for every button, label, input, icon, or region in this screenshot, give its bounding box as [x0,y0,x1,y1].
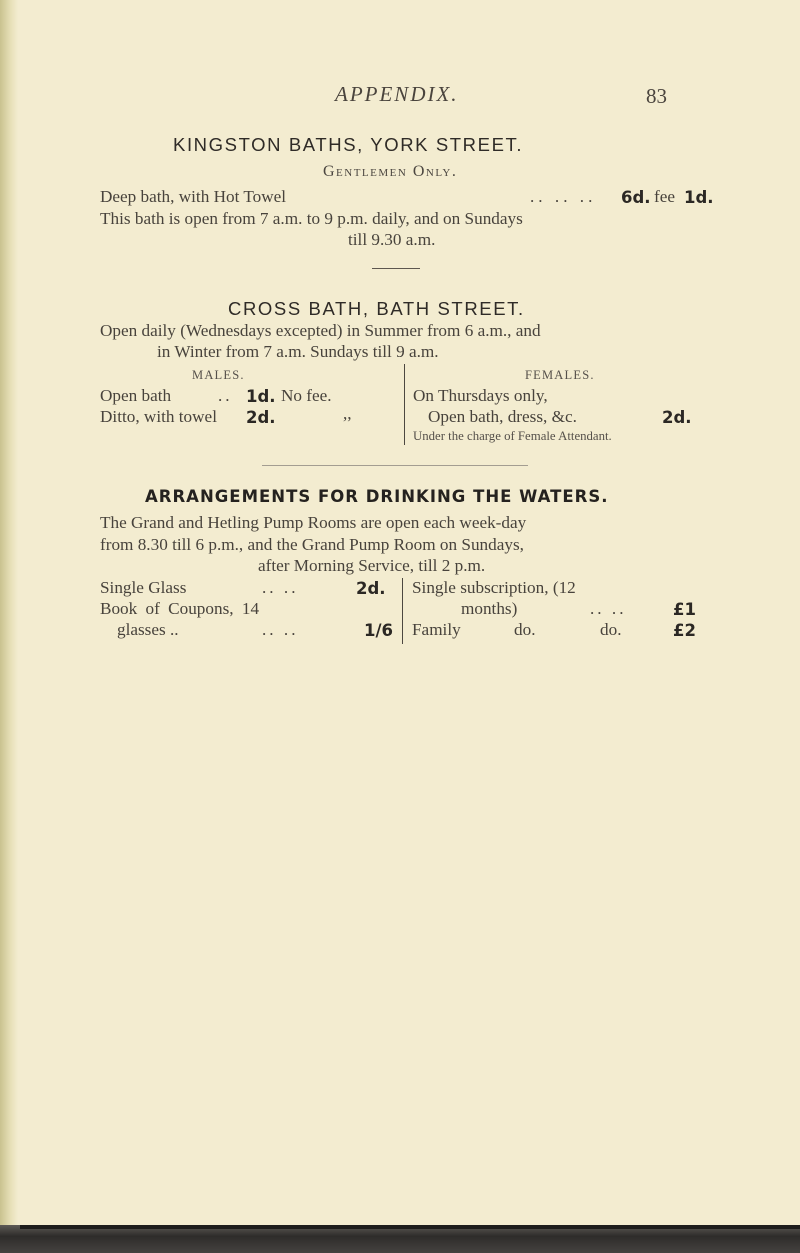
females-line1: On Thursdays only, [413,386,548,405]
kingston-line1-text: Deep bath, with Hot Towel [100,187,287,206]
waters-line3: after Morning Service, till 2 p.m. [258,556,486,575]
waters-right-row1-label: Single subscription, (12 [412,578,576,597]
waters-left-row1-label: Single Glass [100,578,187,597]
waters-right-row2-price: £1 [673,600,696,619]
kingston-fee: 1d. [684,188,714,207]
kingston-title: KINGSTON BATHS, YORK STREET. [173,134,524,155]
page-bottom-edge [0,1225,800,1253]
females-heading: FEMALES. [525,368,595,382]
waters-left-row1-dots: .. .. [262,578,299,597]
waters-line2: from 8.30 till 6 p.m., and the Grand Pump Room on Sundays, [100,535,524,554]
waters-line1: The Grand and Hetling Pump Rooms are open each week-day [100,513,527,532]
divider-short [372,268,420,269]
waters-right-row3-label: Family [412,620,461,639]
waters-left-row2-label: Book of Coupons, 14 [100,599,260,618]
waters-title: ARRANGEMENTS FOR DRINKING THE WATERS. [145,487,609,506]
waters-left-row3-dots: .. .. [262,620,299,639]
waters-right-row3-price: £2 [673,621,696,640]
divider-long [262,465,528,466]
females-line2-text: Open bath, dress, &c. [428,407,577,426]
males-row2-price: 2d. [246,408,276,427]
waters-right-row3-do1: do. [514,620,536,639]
kingston-line1-dots: .. .. .. [530,187,597,206]
cross-line1: Open daily (Wednesdays excepted) in Summer from 6 a.m., and [100,321,541,340]
kingston-subtitle: Gentlemen Only. [323,163,458,180]
waters-left-row3-label: glasses .. [117,620,179,639]
waters-right-row3-do2: do. [600,620,622,639]
cross-title: CROSS BATH, BATH STREET. [228,298,525,319]
males-row2-label: Ditto, with towel [100,407,217,426]
females-note: Under the charge of Female Attendant. [413,429,612,443]
males-heading: MALES. [192,368,245,382]
males-row2-mark: ,, [343,404,352,423]
waters-left-row1-price: 2d. [356,579,386,598]
waters-column-divider [402,578,403,644]
cross-column-divider [404,364,405,445]
kingston-line3: till 9.30 a.m. [348,230,436,249]
males-row1-extra: No fee. [281,386,332,405]
cross-line2: in Winter from 7 a.m. Sundays till 9 a.m. [157,342,439,361]
waters-left-row3-price: 1/6 [364,621,393,640]
page-spine-shadow [0,0,18,1253]
waters-right-row2-dots: .. .. [590,599,627,618]
males-row1-price: 1d. [246,387,276,406]
kingston-price: 6d. [621,188,651,207]
waters-right-row2-label: months) [461,599,518,618]
running-head: APPENDIX. [335,82,459,106]
page-number: 83 [646,84,667,108]
kingston-line2: This bath is open from 7 a.m. to 9 p.m. daily, and on Sundays [100,209,523,228]
males-row1-label: Open bath [100,386,172,405]
kingston-fee-word: fee [654,187,675,206]
males-row1-dots: .. [218,386,233,405]
females-line2-price: 2d. [662,408,692,427]
